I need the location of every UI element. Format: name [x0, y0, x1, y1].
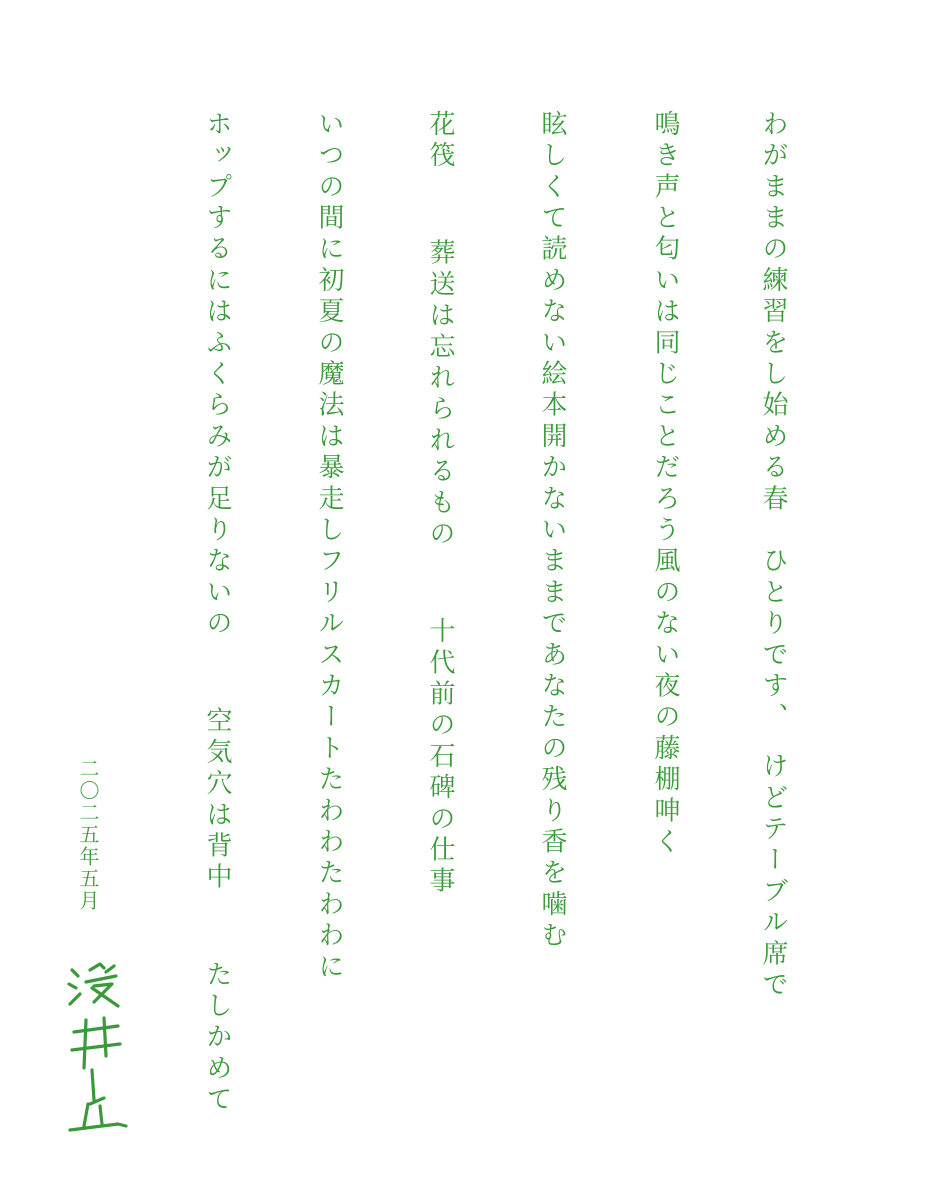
poem-line-2: 鳴き声と匂いは同じことだろう風のない夜の藤棚呻く [650, 110, 680, 859]
poem-date: 二〇二五年五月 [76, 758, 100, 912]
poem-line-1: わがままの練習をし始める春 ひとりです、 けどテーブル席で [758, 110, 788, 1002]
poem-line-6: ホップするにはふくらみが足りないの 空気穴は背中 たしかめて [202, 110, 232, 1117]
poem-line-4: 花筏 葬送は忘れられるもの 十代前の石碑の仕事 [425, 110, 455, 898]
poem-line-3: 眩しくて読めない絵本開かないままであなたの残り香を噛む [537, 110, 567, 953]
author-signature [60, 958, 140, 1138]
poem-line-5: いつの間に初夏の魔法は暴走しフリルスカートたわわたわわに [314, 110, 344, 984]
